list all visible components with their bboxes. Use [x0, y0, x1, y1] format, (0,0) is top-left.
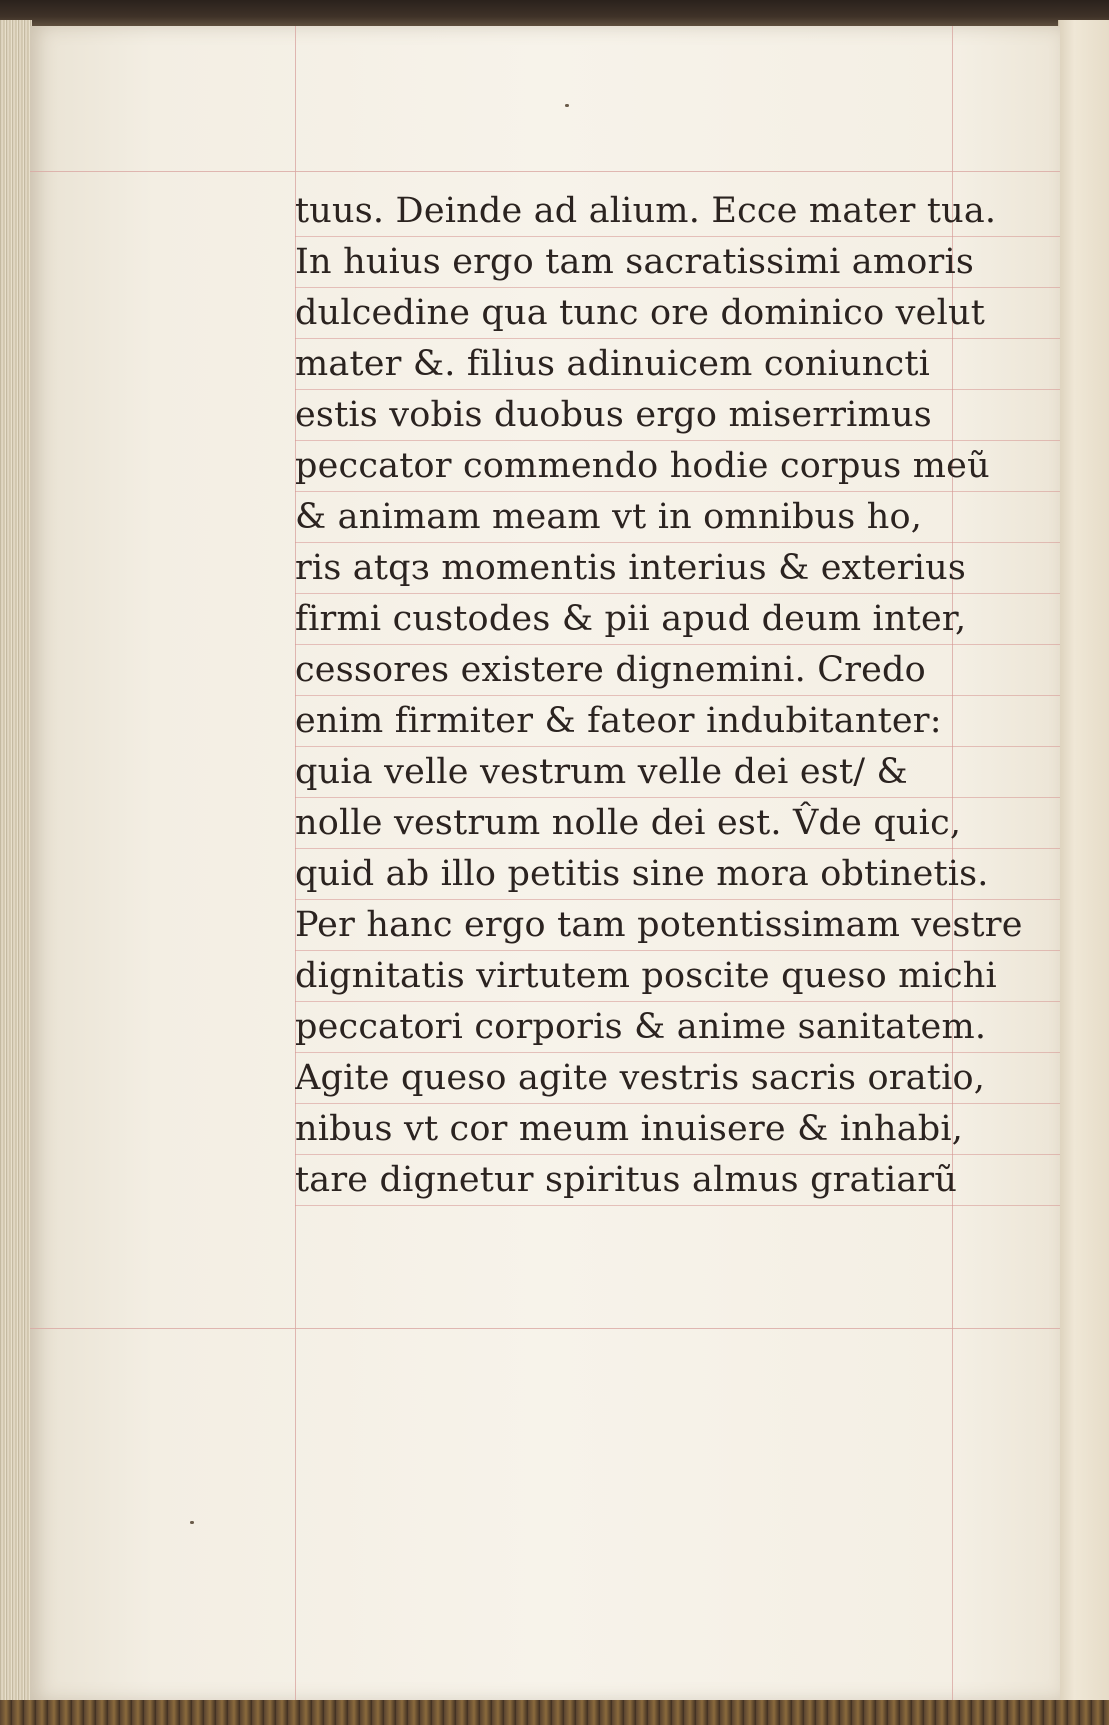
margin-rule-bottom	[30, 1328, 1060, 1329]
text-line: tuus. Deinde ad alium. Ecce mater tua.	[295, 186, 1060, 237]
book-binding-bottom	[0, 1700, 1109, 1725]
text-line: quid ab illo petitis sine mora obtinetis.	[295, 849, 1060, 900]
ink-speck	[565, 104, 569, 107]
text-line: estis vobis duobus ergo miserrimus	[295, 390, 1060, 441]
text-line: quia velle vestrum velle dei est/ &	[295, 747, 1060, 798]
page-edges-left	[0, 20, 32, 1710]
text-line: peccator commendo hodie corpus meũ	[295, 441, 1060, 492]
text-line: nolle vestrum nolle dei est. V̂de quic,	[295, 798, 1060, 849]
text-line: peccatori corporis & anime sanitatem.	[295, 1002, 1060, 1053]
text-line: dulcedine qua tunc ore dominico velut	[295, 288, 1060, 339]
ink-speck	[190, 1521, 194, 1524]
text-line: dignitatis virtutem poscite queso michi	[295, 951, 1060, 1002]
text-line: tare dignetur spiritus almus gratiarũ	[295, 1155, 1060, 1206]
text-line: Agite queso agite vestris sacris oratio,	[295, 1053, 1060, 1104]
text-line: nibus vt cor meum inuisere & inhabi,	[295, 1104, 1060, 1155]
margin-rule-top	[30, 171, 1060, 172]
text-line: firmi custodes & pii apud deum inter,	[295, 594, 1060, 645]
next-page-edge	[1058, 20, 1109, 1710]
text-line: Per hanc ergo tam potentissimam vestre	[295, 900, 1060, 951]
text-line: ris atqз momentis interius & exterius	[295, 543, 1060, 594]
manuscript-text	[295, 186, 1060, 1206]
text-line: mater &. filius adinuicem coniuncti	[295, 339, 1060, 390]
text-line: cessores existere dignemini. Credo	[295, 645, 1060, 696]
text-line: & animam meam vt in omnibus ho,	[295, 492, 1060, 543]
text-line: In huius ergo tam sacratissimi amoris	[295, 237, 1060, 288]
text-line: enim firmiter & fateor indubitanter:	[295, 696, 1060, 747]
